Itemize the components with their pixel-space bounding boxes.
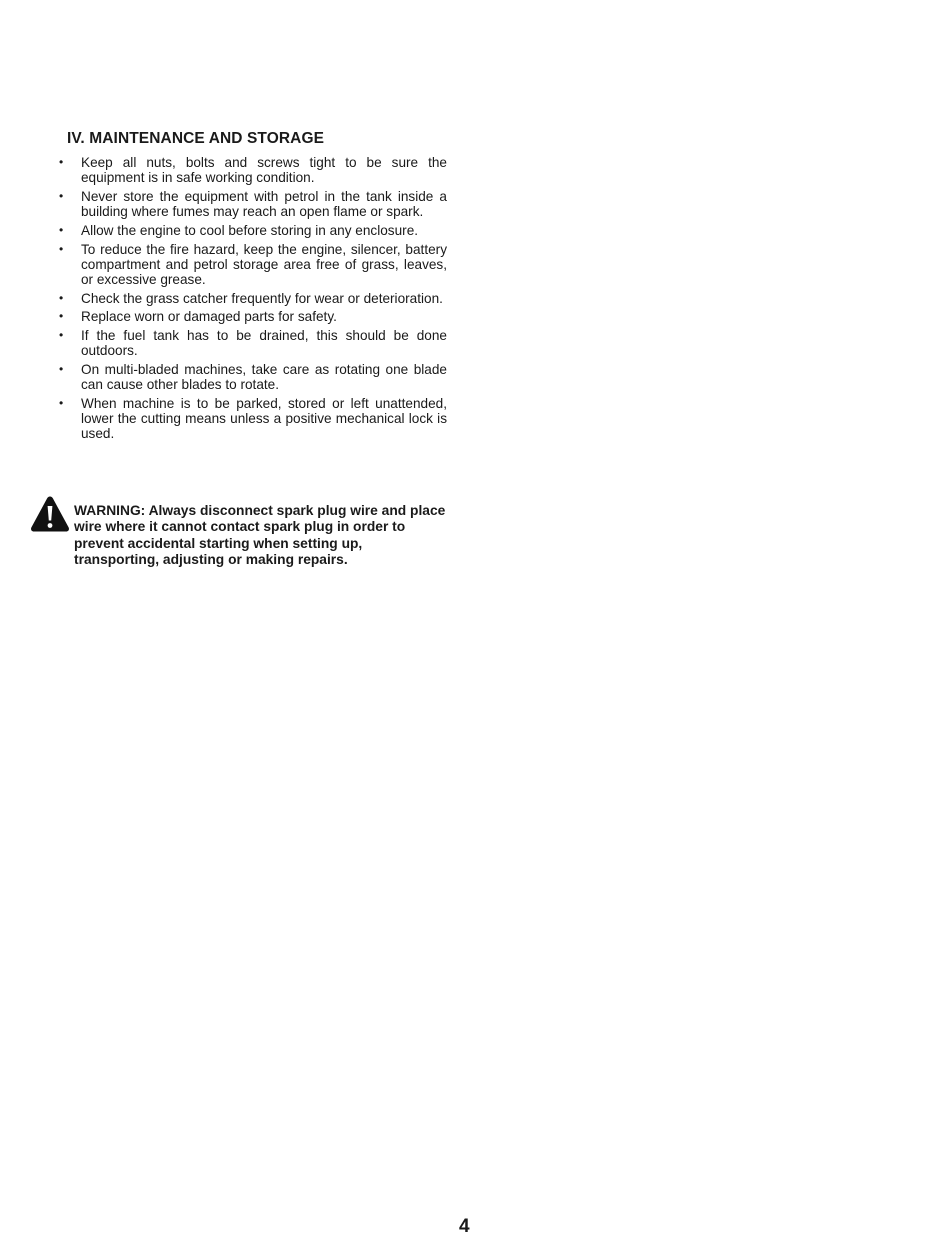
list-item-text: Check the grass catcher frequently for wear or deterioration. (81, 290, 443, 306)
section-title: IV. MAINTENANCE AND STORAGE (67, 130, 325, 147)
list-item (55, 155, 447, 185)
bullet-icon: • (59, 361, 64, 376)
bullet-icon: • (59, 395, 64, 410)
list-item-text: To reduce the fire hazard, keep the engine, silencer, battery compartment and petrol storage area free of grass, leaves, or excessive grease. (81, 241, 447, 287)
list-item (55, 242, 447, 288)
list-item (55, 362, 447, 392)
list-item (55, 309, 447, 324)
maintenance-list (55, 155, 447, 445)
list-item (55, 396, 447, 442)
list-item (55, 328, 447, 358)
bullet-icon: • (59, 188, 64, 203)
list-item-text: Never store the equipment with petrol in the tank inside a building where fumes may reach an open flame or spark. (81, 188, 447, 220)
list-item-text: If the fuel tank has to be drained, this should be done outdoors. (81, 328, 447, 359)
page-number: 4 (459, 1216, 470, 1237)
list-item (55, 291, 447, 306)
bullet-icon: • (59, 328, 64, 343)
bullet-icon: • (59, 309, 64, 324)
warning-triangle-icon (30, 495, 70, 533)
list-item-text: On multi-bladed machines, take care as rotating one blade can cause other blades to rotate. (81, 361, 447, 393)
bullet-icon: • (59, 241, 64, 256)
list-item (55, 189, 447, 219)
list-item-text: Keep all nuts, bolts and screws tight to be sure the equipment is in safe working condition. (81, 155, 447, 186)
bullet-icon: • (59, 290, 64, 305)
list-item (55, 223, 447, 238)
warning-text: WARNING: Always disconnect spark plug wire and place wire where it cannot contact spark plug in order to prevent accidental starting when setting up, transporting, adjusting or making repairs. (74, 503, 446, 568)
list-item-text: When machine is to be parked, stored or left unattended, lower the cutting means unless a positive mechanical lock is used. (81, 395, 447, 442)
list-item-text: Allow the engine to cool before storing in any enclosure. (81, 222, 419, 238)
list-item-text: Replace worn or damaged parts for safety. (81, 309, 337, 325)
bullet-icon: • (59, 222, 64, 237)
bullet-icon: • (59, 155, 64, 169)
